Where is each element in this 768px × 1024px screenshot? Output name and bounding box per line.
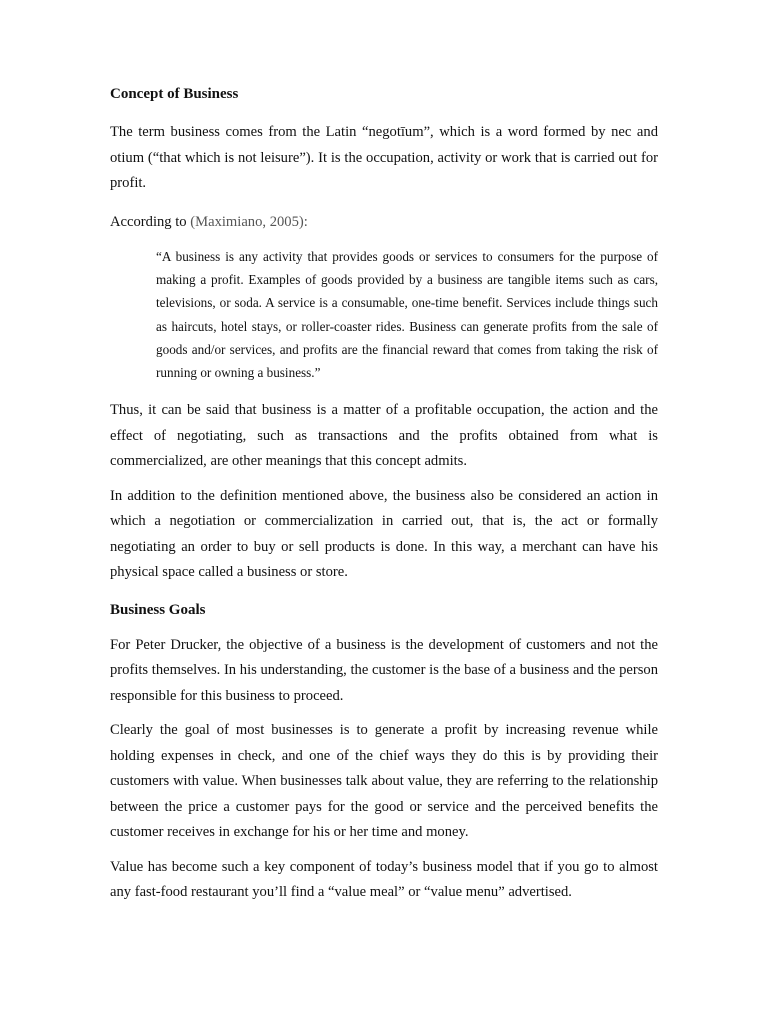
citation-maximiano: (Maximiano, 2005):: [190, 213, 308, 230]
paragraph-according: [110, 210, 658, 236]
according-prefix: According to: [110, 213, 191, 230]
paragraph-etymology: The term business comes from the Latin “negotīum”, which is a word formed by nec and otium (“that which is not leisure”). It is the occupation, activity or work that is carried out for profit.: [110, 124, 658, 191]
document-page: [110, 84, 658, 915]
paragraph-drucker: For Peter Drucker, the objective of a business is the development of customers and not the profits themselves. In his understanding, the customer is the base of a business and the person responsible for this business to proceed.: [110, 636, 658, 704]
block-quote: “A business is any activity that provides goods or services to consumers for the purpose of making a profit. Examples of goods provided by a business are tangible items such as cars, televisions, or soda. A service is a consumable, one-time benefit. Services include things such as haircuts, hotel stays, or roller-coaster rides. Business can generate profits from the sale of goods and/or services, and profits are the financial reward that comes from taking the risk of running or owning a business.”: [156, 249, 658, 381]
paragraph-negotiation: In addition to the definition mentioned above, the business also be considered an action in which a negotiation or commercialization in carried out, that is, the act or formally negotiating an order to buy or sell products is done. In this way, a merchant can have his physical space called a business or store.: [110, 487, 658, 581]
paragraph-value-goal: Clearly the goal of most businesses is to generate a profit by increasing revenue while holding expenses in check, and one of the chief ways they do this is by providing their customers with value. When businesses talk about value, they are referring to the relationship between the price a customer pays for the good or service and the perceived benefits the customer receives in exchange for his or her time and money.: [110, 722, 658, 841]
section-heading-goals: Business Goals: [110, 601, 206, 618]
paragraph-value-meal: Value has become such a key component of today’s business model that if you go to almost any fast-food restaurant you’ll find a “value meal” or “value menu” advertised.: [110, 858, 658, 901]
section-heading-concept: Concept of Business: [110, 86, 239, 102]
paragraph-profitable-occupation: Thus, it can be said that business is a matter of a profitable occupation, the action and the effect of negotiating, such as transactions and the profits obtained from what is commercialized, are other meanings that this concept admits.: [110, 402, 658, 470]
